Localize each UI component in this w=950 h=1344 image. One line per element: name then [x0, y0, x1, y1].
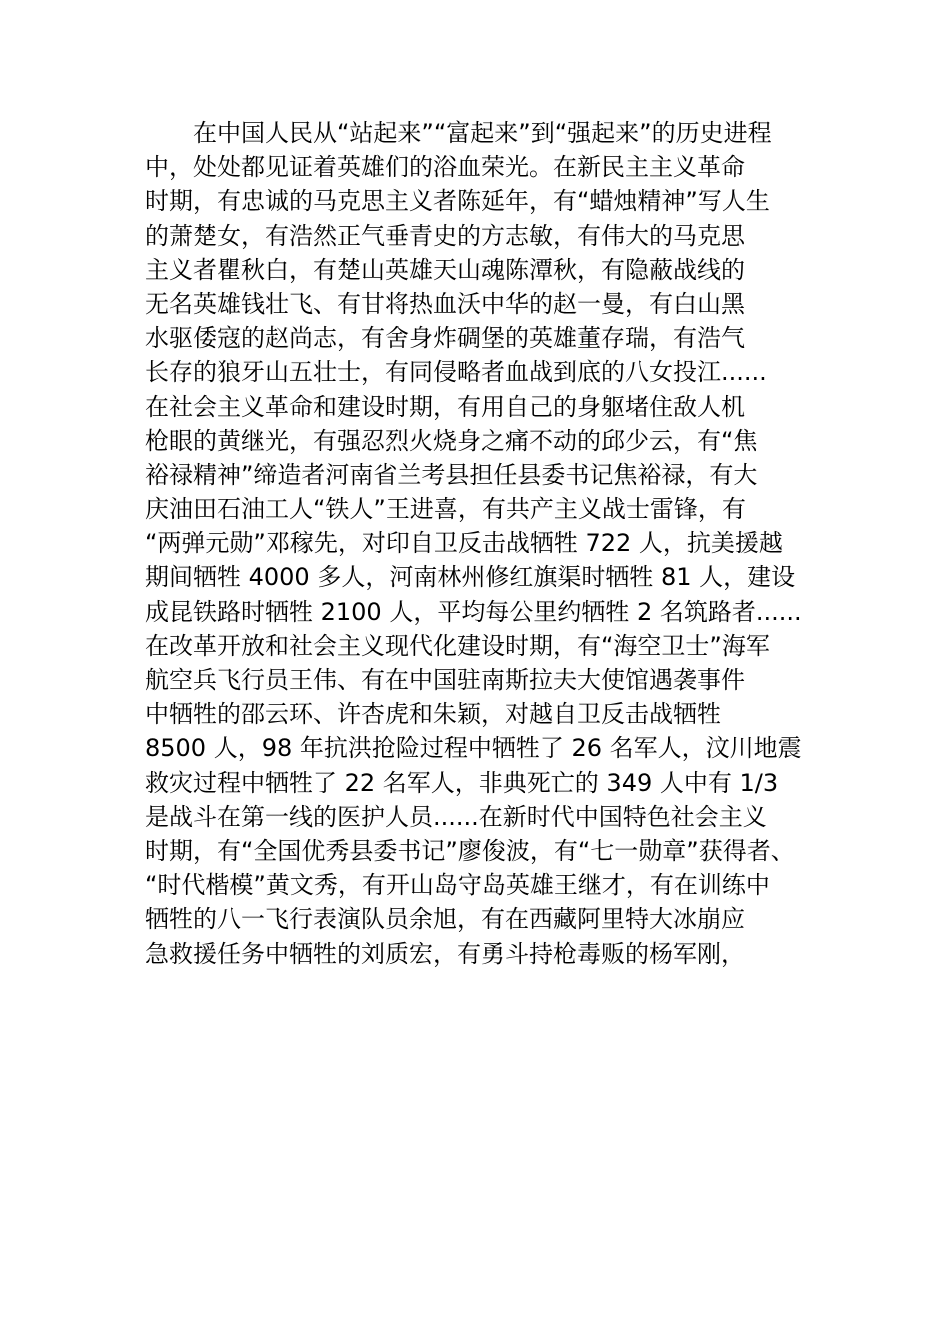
text-line-5: 主义者瞿秋白，有楚山英雄天山魂陈潭秋，有隐蔽战线的	[145, 255, 745, 284]
text-line-21: 是战斗在第一线的医护人员......在新时代中国特色社会主义	[145, 802, 767, 831]
text-line-10: 枪眼的黄继光，有强忍烈火烧身之痛不动的邱少云，有“焦	[145, 426, 758, 455]
text-line-12: 庆油田石油工人“铁人”王进喜，有共产主义战士雷锋，有	[145, 495, 746, 524]
text-line-16: 在改革开放和社会主义现代化建设时期，有“海空卫士”海军	[145, 631, 770, 660]
text-line-3: 时期，有忠诚的马克思主义者陈延年，有“蜡烛精神”写人生	[145, 187, 770, 216]
text-line-14: 期间牺牲 4000 多人，河南林州修红旗渠时牺牲 81 人，建设	[145, 563, 796, 592]
text-line-13: “两弹元勋”邓稼先，对印自卫反击战牺牲 722 人，抗美援越	[145, 529, 783, 558]
text-line-19: 8500 人，98 年抗洪抢险过程中牺牲了 26 名军人，汶川地震	[145, 734, 802, 763]
text-line-20: 救灾过程中牺牲了 22 名军人，非典死亡的 349 人中有 1/3	[145, 768, 779, 797]
text-line-24: 牺牲的八一飞行表演队员余旭，有在西藏阿里特大冰崩应	[145, 905, 745, 934]
body-paragraph	[145, 116, 825, 971]
text-line-18: 中牺牲的邵云环、许杏虎和朱颖，对越自卫反击战牺牲	[145, 700, 721, 729]
text-line-15: 成昆铁路时牺牲 2100 人，平均每公里约牺牲 2 名筑路者......	[145, 597, 802, 626]
text-line-4: 的萧楚女，有浩然正气垂青史的方志敏，有伟大的马克思	[145, 221, 745, 250]
text-line-2: 中，处处都见证着英雄们的浴血荣光。在新民主主义革命	[145, 153, 745, 182]
text-line-6: 无名英雄钱壮飞、有甘将热血沃中华的赵一曼，有白山黑	[145, 289, 745, 318]
text-line-22: 时期，有“全国优秀县委书记”廖俊波，有“七一勋章”获得者、	[145, 836, 795, 865]
text-line-17: 航空兵飞行员王伟、有在中国驻南斯拉夫大使馆遇袭事件	[145, 666, 745, 694]
text-line-9: 在社会主义革命和建设时期，有用自己的身躯堵住敌人机	[145, 392, 745, 421]
text-line-23: “时代楷模”黄文秀，有开山岛守岛英雄王继才，有在训练中	[145, 871, 770, 900]
text-line-1: 在中国人民从“站起来”“富起来”到“强起来”的历史进程	[145, 119, 772, 147]
text-line-7: 水驱倭寇的赵尚志，有舍身炸碉堡的英雄董存瑞，有浩气	[145, 324, 745, 353]
text-line-25: 急救援任务中牺牲的刘质宏，有勇斗持枪毒贩的杨军刚，	[145, 939, 745, 968]
text-line-11: 裕禄精神”缔造者河南省兰考县担任县委书记焦裕禄，有大	[145, 460, 758, 489]
text-line-8: 长存的狼牙山五壮士，有同侵略者血战到底的八女投江......	[145, 358, 767, 387]
